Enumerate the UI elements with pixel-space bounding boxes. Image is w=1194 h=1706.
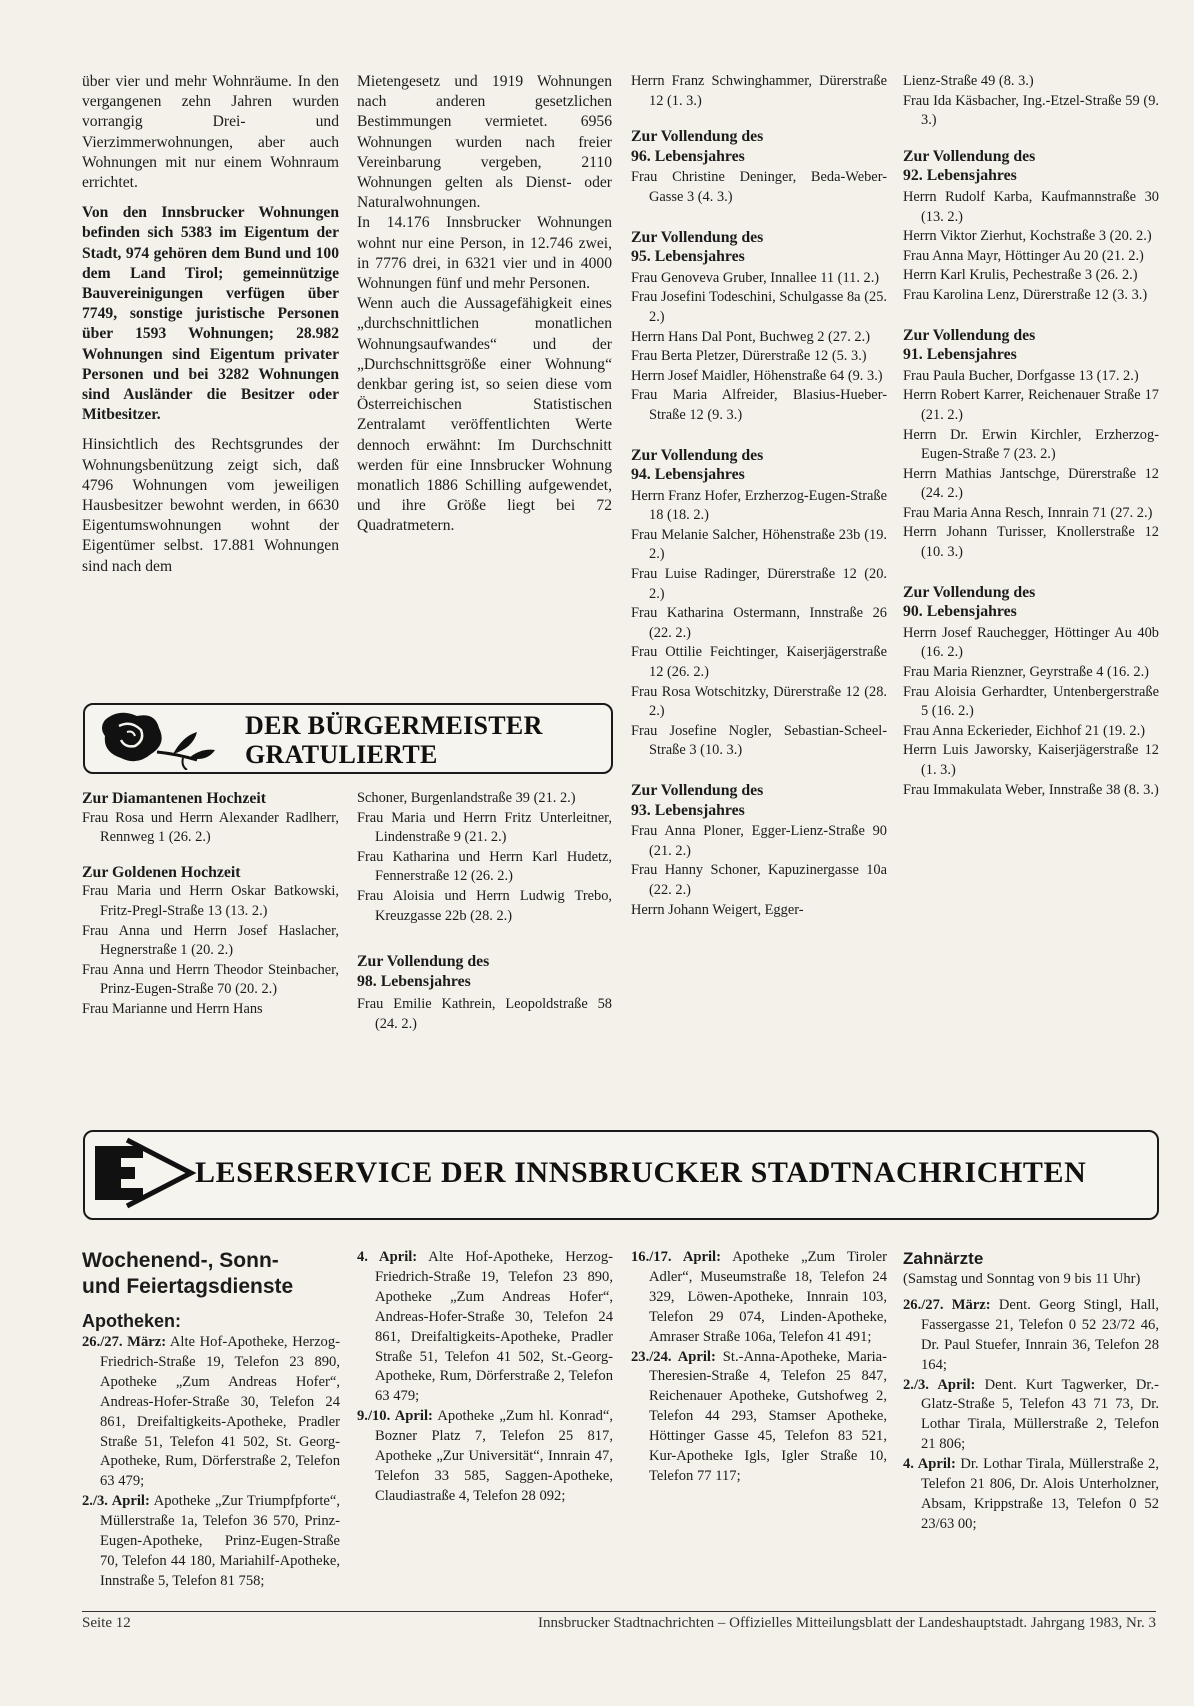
list-item: Frau Ottilie Feichtinger, Kaiserjägerstraße 12 (26. 2.) [631,644,887,681]
list-item: Frau Maria Rienzner, Geyrstraße 4 (16. 2.) [903,664,1149,681]
section-heading: Zur Vollendung des [903,147,1036,165]
service-entry: 2./3. April: Apotheke „Zur Triumpfpforte“, Müllerstraße 1a, Telefon 36 570, Prinz-Eugen-Apotheke, Prinz-Eugen-Straße 70, Telefon 44 180, Mariahilf-Apotheke, Innstraße 5, Telefon 81 758; [82,1493,341,1589]
list-item: Frau Melanie Salcher, Höhenstraße 23b (19. 2.) [631,526,887,563]
list-item: Frau Genoveva Gruber, Innallee 11 (11. 2.) [631,269,880,286]
leserservice-banner-title: LESERSERVICE DER INNSBRUCKER STADTNACHRICHTEN [195,1156,1087,1189]
list-item: Herrn Mathias Jantschge, Dürerstraße 12 (24. 2.) [903,465,1159,502]
service-entry: 4. April: Dr. Lothar Tirala, Müllerstraße 2, Telefon 21 806, Dr. Alois Unterholzner, Absam, Krippstraße 13, Telefon 0 52 23/63 00; [903,1456,1159,1532]
section-heading: 98. Lebensjahres [357,972,471,990]
list-item: Frau Hanny Schoner, Kapuzinergasse 10a (22. 2.) [631,862,887,898]
list-item: Frau Anna Eckerieder, Eichhof 21 (19. 2.) [903,722,1145,739]
list-item: Frau Josefini Todeschini, Schulgasse 8a (25. 2.) [631,289,887,325]
section-heading: Zur Vollendung des [631,446,764,464]
section-heading: Zur Vollendung des [631,228,764,246]
list-item: Frau Rosa Wotschitzky, Dürerstraße 12 (28. 2.) [631,683,887,720]
section-heading: Zur Vollendung des [631,128,764,146]
section-heading: Zur Vollendung des [903,583,1036,601]
list-item: Frau Aloisia und Herrn Ludwig Trebo, Kreuzgasse 22b (28. 2.) [357,887,612,924]
service-entry: 16./17. April: Apotheke „Zum Tiroler Adler“, Museumstraße 18, Telefon 24 329, Löwen-Apotheke, Innrain 103, Telefon 29 074, Linden-Apotheke, Amraser Straße 106a, Telefon 41 491; [631,1249,888,1345]
section-heading: 96. Lebensjahres [631,147,745,165]
list-item: Herrn Josef Rauchegger, Höttinger Au 40b (16. 2.) [903,624,1159,661]
gratulations-column-1 [82,789,339,1020]
service-entry: 4. April: Alte Hof-Apotheke, Herzog-Friedrich-Straße 19, Telefon 23 890, Apotheke „Zum Andreas Hofer“, Andreas-Hofer-Straße 30, Telefon 24 861, Dreifaltigkeits-Apotheke, Pradler Straße 51, Telefon 41 502, St.-Georg-Apotheke, Rum, Dörferstraße 2, Telefon 63 479; [357,1249,614,1405]
list-item: Frau Maria und Herrn Oskar Batkowski, Fritz-Pregl-Straße 13 (13. 2.) [82,883,339,919]
services-column-1 [82,1248,340,1592]
list-item: Frau Katharina und Herrn Karl Hudetz, Fennerstraße 12 (26. 2.) [357,848,612,885]
list-item: Frau Maria Alfreider, Blasius-Hueber-Straße 12 (9. 3.) [631,387,887,423]
service-entry: 26./27. März: Alte Hof-Apotheke, Herzog-Friedrich-Straße 19, Telefon 23 890, Apotheke „Zum Andreas Hofer“, Andreas-Hofer-Straße 30, Telefon 24 861, Dreifaltigkeits-Apotheke, Pradler Straße 51, Telefon 41 502, St. Georg-Apotheke, Rum, Dörferstraße 2, Telefon 63 479; [82,1334,341,1490]
list-item: Frau Anna und Herrn Theodor Steinbacher, Prinz-Eugen-Straße 70 (20. 2.) [82,961,339,998]
arrow-e-logo-icon [91,1136,201,1210]
list-item: Frau Rosa und Herrn Alexander Radlherr, Rennweg 1 (26. 2.) [82,809,339,846]
section-heading: 93. Lebensjahres [631,801,745,819]
list-item: Frau Paula Bucher, Dorfgasse 13 (17. 2.) [903,367,1139,384]
section-heading: Zur Vollendung des [357,953,490,971]
list-item: Herrn Franz Hofer, Erzherzog-Eugen-Straße 18 (18. 2.) [631,487,887,524]
list-item: Frau Emilie Kathrein, Leopoldstraße 58 (24. 2.) [357,996,612,1032]
list-item: Frau Berta Pletzer, Dürerstraße 12 (5. 3.) [631,348,867,365]
apotheken-heading: Apotheken: [82,1311,181,1331]
list-item: Frau Aloisia Gerhardter, Untenbergerstraße 5 (16. 2.) [903,683,1159,720]
list-item: Frau Anna Ploner, Egger-Lienz-Straße 90 (21. 2.) [631,823,887,859]
list-item: Herrn Johann Weigert, Egger- [631,901,804,918]
article-paragraph: Mietengesetz und 1919 Wohnungen nach anderen gesetzlichen Bestimmungen vermietet. 6956 Wohnungen wurden nach freier Vereinbarung vergeben, 2110 Wohnungen gelten als Dienst- oder Naturalwohnungen. [357,73,612,212]
list-item: Herrn Franz Schwinghammer, Dürerstraße 12 (1. 3.) [631,73,887,109]
page-footer [82,1611,1156,1632]
list-item: Herrn Karl Krulis, Pechestraße 3 (26. 2.) [903,267,1138,284]
list-item: Herrn Rudolf Karba, Kaufmannstraße 30 (13. 2.) [903,188,1159,225]
section-heading: Zur Vollendung des [631,782,764,799]
services-title: Wochenend-, Sonn- und Feiertagsdienste [82,1249,294,1298]
service-entry: 26./27. März: Dent. Georg Stingl, Hall, Fassergasse 21, Telefon 0 52 23/72 46, Dr. Paul Stuefer, Innrain 36, Telefon 28 164; [903,1296,1160,1373]
article-column-2 [357,72,612,537]
section-heading: Zur Diamantenen Hochzeit [82,790,266,807]
list-item: Frau Maria und Herrn Fritz Unterleitner, Lindenstraße 9 (21. 2.) [357,809,612,846]
list-item: Frau Katharina Ostermann, Innstraße 26 (22. 2.) [631,605,887,641]
services-column-4 [903,1248,1159,1535]
service-entry: 23./24. April: St.-Anna-Apotheke, Maria-Theresien-Straße 4, Telefon 25 847, Reichenauer Apotheke, Gutshofweg 2, Telefon 44 293, Stamser Apotheke, Höttinger Gasse 45, Telefon 83 521, Kur-Apotheke Igls, Igler Straße 10, Telefon 77 117; [631,1348,888,1484]
article-paragraph-bold: Von den Innsbrucker Wohnungen befinden sich 5383 im Eigentum der Stadt, 974 gehören dem Bund und 100 dem Land Tirol; gemeinnützige Bauvereinigungen verfügen über 7749, sonstige juristische Personen über 1593 Wohnungen; 28.982 Wohnungen sind Eigentum privater Personen und bei 3282 Wohnungen sind Ausländer die Besitzer oder Mitbesitzer. [82,204,339,424]
section-heading: 94. Lebensjahres [631,466,745,484]
section-heading: Zur Goldenen Hochzeit [82,863,241,881]
gratulations-column-2 [357,789,612,1035]
service-entry: 9./10. April: Apotheke „Zum hl. Konrad“, Bozner Platz 7, Telefon 25 817, Apotheke „Zur Universität“, Innrain 47, Telefon 33 585, Saggen-Apotheke, Claudiastraße 4, Telefon 28 092; [357,1408,613,1504]
article-paragraph: Hinsichtlich des Rechtsgrundes der Wohnungsbenützung zeigt sich, daß 4796 Wohnungen vom jeweiligen Hausbesitzer bewohnt werden, in 6630 Eigentumswohnungen wohnt der Eigentümer selbst. 17.881 Wohnungen sind nach dem [82,436,339,575]
article-column-1 [82,72,339,577]
section-heading: 92. Lebensjahres [903,167,1017,185]
gratulations-column-4 [903,72,1159,800]
mayor-banner [83,703,613,774]
services-column-3 [631,1248,887,1487]
article-paragraph: über vier und mehr Wohnräume. In den vergangenen zehn Jahren wurden vorrangig Drei- und Vierzimmerwohnungen, aber auch Wohnungen mit nur einem Wohnraum errichtet. [82,73,339,192]
list-item: Frau Anna und Herrn Josef Haslacher, Hegnerstraße 1 (20. 2.) [82,922,339,959]
list-item: Herrn Hans Dal Pont, Buchweg 2 (27. 2.) [631,328,870,345]
list-item: Herrn Viktor Zierhut, Kochstraße 3 (20. 2.) [903,228,1152,245]
list-item: Herrn Josef Maidler, Höhenstraße 64 (9. 3.) [631,367,883,384]
mayor-banner-title: DER BÜRGERMEISTER GRATULIERTE [245,711,543,769]
gratulations-column-3 [631,72,887,920]
zahnaerzte-heading: Zahnärzte [903,1249,984,1268]
list-item: Herrn Johann Turisser, Knollerstraße 12 (10. 3.) [903,524,1159,561]
list-item: Frau Josefine Nogler, Sebastian-Scheel-Straße 3 (10. 3.) [631,722,887,759]
service-entry: 2./3. April: Dent. Kurt Tagwerker, Dr.-Glatz-Straße 5, Telefon 43 71 73, Dr. Lothar Tirala, Müllerstraße 2, Telefon 21 806; [903,1376,1159,1453]
article-paragraph: Wenn auch die Aussagefähigkeit eines „durchschnittlichen monatlichen Wohnungsaufwandes“ und der „Durchschnittsgröße einer Wohnung“ denkbar gering ist, so seien diese vom Österreichischen Statistischen Zentralamt veröffentlichten Werte dennoch erwähnt: Im Durchschnitt werden für eine Innsbrucker Wohnung monatlich 1886 Schilling aufgewendet, und ihre Größe liegt bei 72 Quadratmetern. [357,295,612,535]
leserservice-banner [83,1130,1159,1220]
list-item: Herrn Robert Karrer, Reichenauer Straße 17 (21. 2.) [903,387,1159,423]
list-item: Frau Immakulata Weber, Innstraße 38 (8. 3.) [903,781,1159,798]
section-heading: 95. Lebensjahres [631,248,745,266]
list-item: Lienz-Straße 49 (8. 3.) [903,73,1034,89]
zahnaerzte-note: (Samstag und Sonntag von 9 bis 11 Uhr) [903,1271,1141,1287]
list-item: Herrn Dr. Erwin Kirchler, Erzherzog-Eugen-Straße 7 (23. 2.) [903,426,1159,463]
list-item: Frau Maria Anna Resch, Innrain 71 (27. 2.) [903,504,1153,521]
list-item: Frau Anna Mayr, Höttinger Au 20 (21. 2.) [903,247,1144,264]
footer-publication: Innsbrucker Stadtnachrichten – Offizielles Mitteilungsblatt der Landeshauptstadt. Jahrgang 1983, Nr. 3 [537,1615,1156,1631]
page-number: Seite 12 [82,1615,131,1631]
list-item: Frau Christine Deninger, Beda-Weber-Gasse 3 (4. 3.) [631,169,887,205]
services-column-2 [357,1248,613,1507]
section-heading: 90. Lebensjahres [903,603,1017,621]
article-paragraph: In 14.176 Innsbrucker Wohnungen wohnt nur eine Person, in 12.746 zwei, in 7776 drei, in 6321 vier und in 4000 Wohnungen fünf und mehr Personen. [357,214,612,293]
list-item: Frau Luise Radinger, Dürerstraße 12 (20. 2.) [631,566,887,602]
list-item: Frau Marianne und Herrn Hans [82,1000,263,1017]
list-item: Schoner, Burgenlandstraße 39 (21. 2.) [357,790,576,806]
list-item: Herrn Luis Jaworsky, Kaiserjägerstraße 12 (1. 3.) [903,742,1159,778]
section-heading: 91. Lebensjahres [903,346,1017,364]
list-item: Frau Karolina Lenz, Dürerstraße 12 (3. 3.) [903,286,1148,303]
section-heading: Zur Vollendung des [903,326,1036,344]
list-item: Frau Ida Käsbacher, Ing.-Etzel-Straße 59 (9. 3.) [903,92,1159,129]
rose-icon [97,708,227,770]
